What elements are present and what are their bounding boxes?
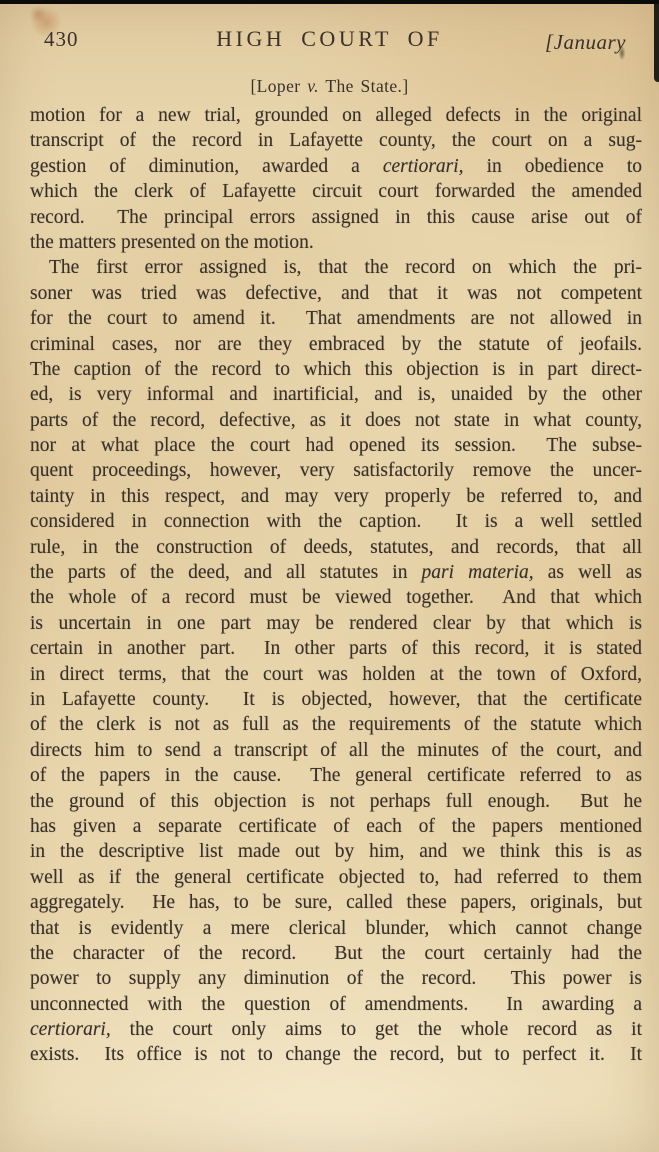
page-number: 430 xyxy=(44,27,79,51)
text-line: The first error assigned is, that the record on which the pri- xyxy=(49,257,642,279)
text-line: tainty in this respect, and may very properly be referred to, and xyxy=(30,485,642,507)
text-line: record. The principal errors assigned in this cause arise out of xyxy=(30,206,642,228)
text-line: criminal cases, nor are they embraced by the statute of jeofails. xyxy=(30,333,642,355)
text-line: ed, is very informal and inartificial, and is, unaided by the other xyxy=(30,384,642,406)
text-line: the character of the record. But the court certainly had the xyxy=(30,942,642,964)
text-line: for the court to amend it. That amendments are not allowed in xyxy=(30,308,642,330)
text-line: the whole of a record must be viewed together. And that which xyxy=(30,587,642,609)
text-line: in the descriptive list made out by him, and we think this is as xyxy=(30,841,642,863)
text-line: the parts of the deed, and all statutes in pari materia, as well as xyxy=(30,562,643,584)
text-line: the matters presented on the motion. xyxy=(30,231,314,253)
text-line: exists. Its office is not to change the record, but to perfect it. It xyxy=(30,1044,642,1066)
text-line: rule, in the construction of deeds, statutes, and records, that all xyxy=(30,536,642,558)
text-line: of the papers in the cause. The general certificate referred to as xyxy=(30,765,642,787)
text-line: has given a separate certificate of each of the papers mentioned xyxy=(30,815,642,837)
text-line: which the clerk of Lafayette circuit court forwarded the amended xyxy=(30,181,642,203)
text-line: the ground of this objection is not perhaps full enough. But he xyxy=(30,790,642,812)
running-title: HIGH COURT OF xyxy=(216,26,443,51)
scan-edge-artifact-top xyxy=(0,0,659,4)
text-line: considered in connection with the caption. It is a well settled xyxy=(30,511,642,533)
text-line: in Lafayette county. It is objected, however, that the certificate xyxy=(30,688,642,710)
text-line: of the clerk is not as full as the requirements of the statute which xyxy=(30,714,642,736)
text-line: in direct terms, that the court was holden at the town of Oxford, xyxy=(30,663,642,685)
case-caption: [Loper v. The State.] xyxy=(250,76,409,96)
body-text xyxy=(30,103,642,1068)
text-line: gestion of diminution, awarded a certiorari, in obedience to xyxy=(30,155,643,177)
text-line: certiorari, the court only aims to get the whole record as it xyxy=(30,1019,642,1041)
issue-month-label: [January xyxy=(545,30,626,54)
text-line: power to supply any diminution of the record. This power is xyxy=(30,968,642,990)
text-line: transcript of the record in Lafayette county, the court on a sug- xyxy=(30,130,642,152)
text-line: soner was tried was defective, and that it was not competent xyxy=(30,282,642,304)
text-line: well as if the general certificate objected to, had referred to them xyxy=(30,866,642,888)
text-line: directs him to send a transcript of all the minutes of the court, and xyxy=(30,739,642,761)
text-line: The caption of the record to which this objection is in part direct- xyxy=(30,358,642,380)
text-line: aggregately. He has, to be sure, called these papers, originals, but xyxy=(30,892,642,914)
text-line: unconnected with the question of amendments. In awarding a xyxy=(30,993,642,1015)
text-line: quent proceedings, however, very satisfactorily remove the uncer- xyxy=(30,460,642,482)
text-line: parts of the record, defective, as it does not state in what county, xyxy=(30,409,642,431)
text-line: motion for a new trial, grounded on alleged defects in the original xyxy=(30,105,642,126)
text-line: nor at what place the court had opened its session. The subse- xyxy=(30,435,642,457)
text-line: certain in another part. In other parts of this record, it is stated xyxy=(30,638,642,660)
text-line: is uncertain in one part may be rendered clear by that which is xyxy=(30,612,642,634)
text-line: that is evidently a mere clerical blunder, which cannot change xyxy=(30,917,642,939)
